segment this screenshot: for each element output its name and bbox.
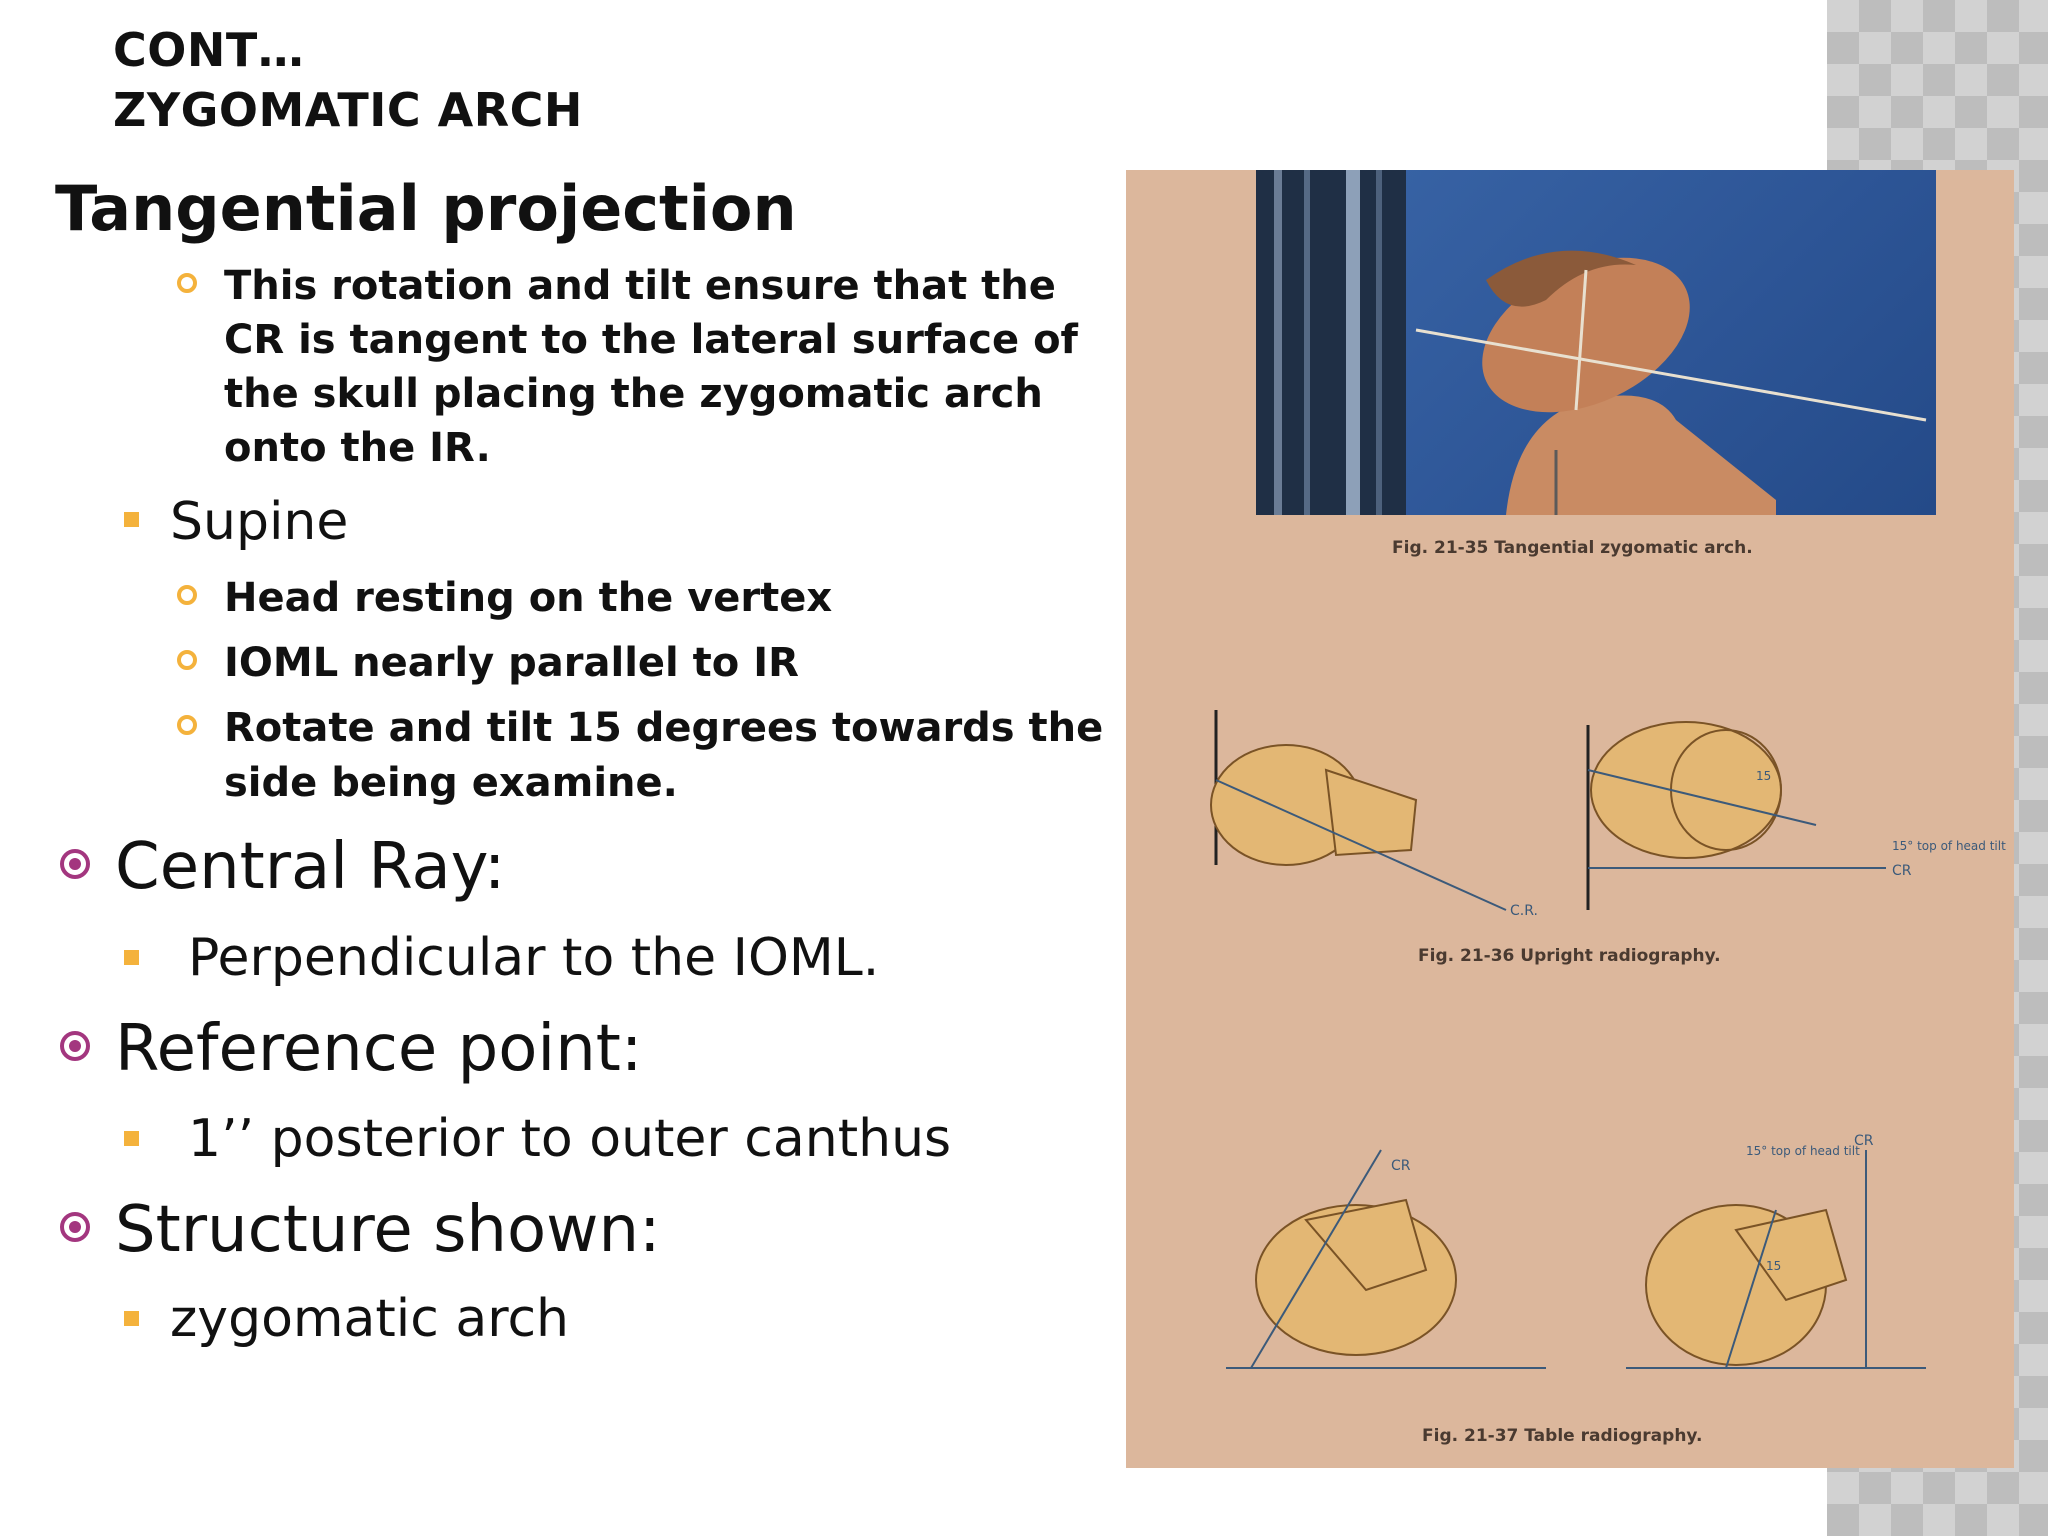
square-bullet-icon — [124, 950, 139, 965]
table-diagrams — [1126, 1133, 2014, 1420]
square-bullet-icon — [124, 1131, 139, 1146]
ring-bullet-icon — [177, 585, 197, 605]
target-bullet-icon — [60, 849, 90, 879]
square-bullet-icon — [124, 1311, 139, 1326]
supine-item-3: Rotate and tilt 15 degrees towards the — [224, 705, 1104, 751]
label-angle-b: 15 — [1756, 769, 1772, 783]
patient-illustration — [1256, 170, 1936, 515]
label-angle-d: 15 — [1766, 1259, 1782, 1273]
ring-bullet-icon — [177, 715, 197, 735]
target-bullet-icon — [60, 1031, 90, 1061]
supine-label: Supine — [170, 492, 349, 552]
structure-shown-item: zygomatic arch — [170, 1289, 570, 1349]
intro-line-2: CR is tangent to the lateral surface of — [224, 317, 1078, 363]
slide-content — [0, 0, 1104, 1400]
ring-bullet-icon — [177, 273, 197, 293]
supine-item-3-cont: side being examine. — [224, 760, 678, 806]
label-tilt-b: 15° top of head tilt — [1892, 839, 2006, 853]
header-line-2: ZYGOMATIC ARCH — [113, 83, 583, 137]
square-bullet-icon — [124, 512, 139, 527]
label-cr-d: CR — [1854, 1133, 1874, 1149]
supine-item-1: Head resting on the vertex — [224, 575, 833, 621]
ring-bullet-icon — [177, 650, 197, 670]
intro-line-3: the skull placing the zygomatic arch — [224, 371, 1043, 417]
header-line-1: CONT… — [113, 23, 305, 77]
structure-shown-title: Structure shown: — [115, 1193, 661, 1267]
figure-caption-3: Fig. 21-37 Table radiography. — [1422, 1426, 1703, 1446]
figure-caption-1: Fig. 21-35 Tangential zygomatic arch. — [1392, 538, 1753, 558]
textbook-photo — [1126, 170, 2014, 1468]
patient-positioning-photo — [1256, 170, 1936, 515]
label-tilt-d: 15° top of head tilt — [1746, 1144, 1860, 1158]
label-cr-b: CR — [1892, 863, 1912, 879]
intro-line-1: This rotation and tilt ensure that the — [224, 263, 1056, 309]
reference-point-title: Reference point: — [115, 1012, 643, 1086]
reference-point-item: 1’’ posterior to outer canthus — [188, 1109, 952, 1169]
target-bullet-icon — [60, 1212, 90, 1242]
label-cr-c: CR — [1391, 1158, 1411, 1174]
central-ray-title: Central Ray: — [115, 830, 506, 904]
label-cr-a: C.R. — [1510, 903, 1538, 919]
intro-line-4: onto the IR. — [224, 425, 491, 471]
figure-caption-2: Fig. 21-36 Upright radiography. — [1418, 946, 1721, 966]
section-heading: Tangential projection — [55, 172, 797, 245]
central-ray-item: Perpendicular to the IOML. — [188, 928, 880, 988]
supine-item-2: IOML nearly parallel to IR — [224, 640, 799, 686]
